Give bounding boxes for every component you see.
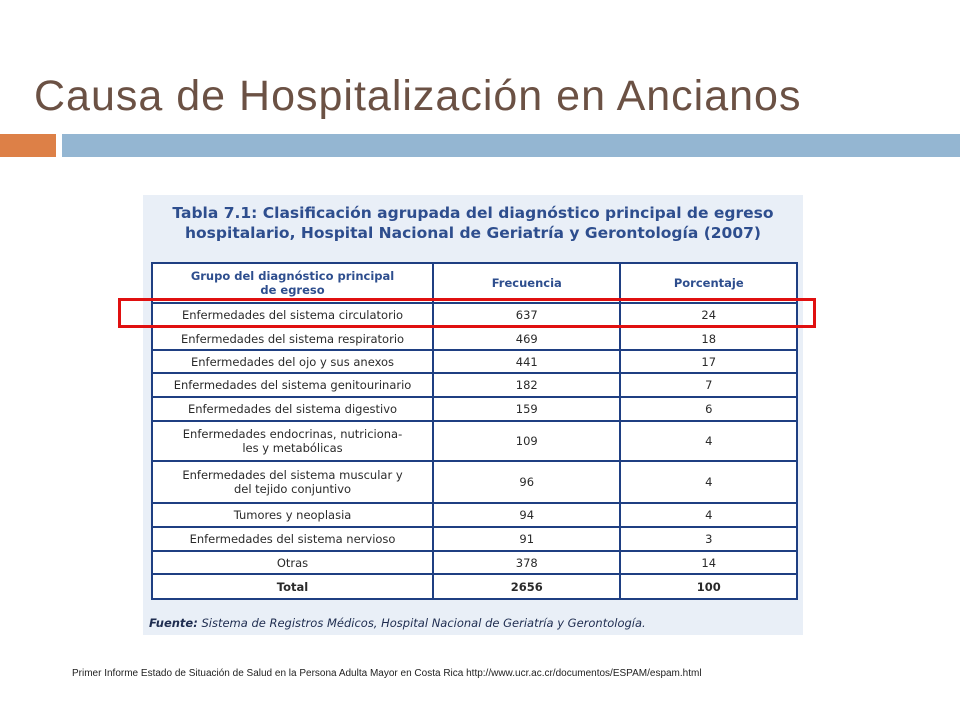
row-frequency: 109 bbox=[433, 421, 620, 461]
table-row bbox=[152, 527, 797, 551]
row-frequency: 441 bbox=[433, 350, 620, 373]
row-frequency: 159 bbox=[433, 397, 620, 421]
row-percentage: 4 bbox=[620, 421, 797, 461]
row-group: Enfermedades del sistema digestivo bbox=[152, 397, 433, 421]
row-percentage: 3 bbox=[620, 527, 797, 551]
row-percentage: 4 bbox=[620, 503, 797, 527]
row-frequency: 469 bbox=[433, 327, 620, 350]
row-percentage: 7 bbox=[620, 373, 797, 397]
row-group-line-1: Enfermedades endocrinas, nutriciona- bbox=[182, 427, 403, 441]
table-caption bbox=[143, 203, 803, 243]
row-group-line-1: Enfermedades del sistema muscular y bbox=[182, 468, 403, 482]
row-frequency: 182 bbox=[433, 373, 620, 397]
row-percentage: 14 bbox=[620, 551, 797, 574]
slide-title: Causa de Hospitalización en Ancianos bbox=[34, 72, 802, 120]
header-group-line-2: de egreso bbox=[260, 283, 325, 297]
table-header-row bbox=[152, 263, 797, 303]
row-group: Enfermedades del sistema nervioso bbox=[152, 527, 433, 551]
row-group-line-2: les y metabólicas bbox=[242, 441, 343, 455]
row-group: Tumores y neoplasia bbox=[152, 503, 433, 527]
table-row bbox=[152, 461, 797, 503]
row-percentage: 4 bbox=[620, 461, 797, 503]
row-group: Enfermedades del sistema circulatorio bbox=[152, 303, 433, 327]
source-text: Sistema de Registros Médicos, Hospital Nacional de Geriatría y Gerontología. bbox=[197, 616, 646, 630]
table-row bbox=[152, 350, 797, 373]
row-percentage: 17 bbox=[620, 350, 797, 373]
row-group: Enfermedades del ojo y sus anexos bbox=[152, 350, 433, 373]
row-group: Enfermedades del sistema respiratorio bbox=[152, 327, 433, 350]
title-accent-bar bbox=[0, 134, 56, 157]
table-row bbox=[152, 421, 797, 461]
table-caption-line-1: Tabla 7.1: Clasificación agrupada del diagnóstico principal de egreso bbox=[172, 204, 774, 222]
title-underline-bar bbox=[62, 134, 960, 157]
table-image-panel bbox=[143, 195, 803, 635]
row-group: Otras bbox=[152, 551, 433, 574]
total-frequency: 2656 bbox=[433, 574, 620, 599]
row-frequency: 637 bbox=[433, 303, 620, 327]
row-group bbox=[152, 421, 433, 461]
row-frequency: 94 bbox=[433, 503, 620, 527]
row-group bbox=[152, 461, 433, 503]
header-group-line-1: Grupo del diagnóstico principal bbox=[190, 269, 395, 283]
footer-citation: Primer Informe Estado de Situación de Salud en la Persona Adulta Mayor en Costa Rica http://www.ucr.ac.cr/documentos/ESPAM/espam.html bbox=[72, 668, 702, 679]
source-label: Fuente: bbox=[149, 616, 198, 630]
header-percentage: Porcentaje bbox=[620, 263, 797, 303]
header-group bbox=[152, 263, 433, 303]
table-row bbox=[152, 503, 797, 527]
table-row bbox=[152, 397, 797, 421]
table-total-row bbox=[152, 574, 797, 599]
row-percentage: 6 bbox=[620, 397, 797, 421]
row-group: Enfermedades del sistema genitourinario bbox=[152, 373, 433, 397]
highlight-box-circulatory bbox=[118, 298, 816, 328]
table-source-note bbox=[149, 616, 799, 630]
row-percentage: 24 bbox=[620, 303, 797, 327]
table-row bbox=[152, 373, 797, 397]
row-group-line-2: del tejido conjuntivo bbox=[233, 482, 352, 496]
row-frequency: 378 bbox=[433, 551, 620, 574]
header-frequency: Frecuencia bbox=[433, 263, 620, 303]
row-percentage: 18 bbox=[620, 327, 797, 350]
row-frequency: 96 bbox=[433, 461, 620, 503]
table-caption-line-2: hospitalario, Hospital Nacional de Geriatría y Gerontología (2007) bbox=[185, 224, 761, 242]
total-label: Total bbox=[152, 574, 433, 599]
table-row bbox=[152, 551, 797, 574]
table-row bbox=[152, 327, 797, 350]
row-frequency: 91 bbox=[433, 527, 620, 551]
total-percentage: 100 bbox=[620, 574, 797, 599]
